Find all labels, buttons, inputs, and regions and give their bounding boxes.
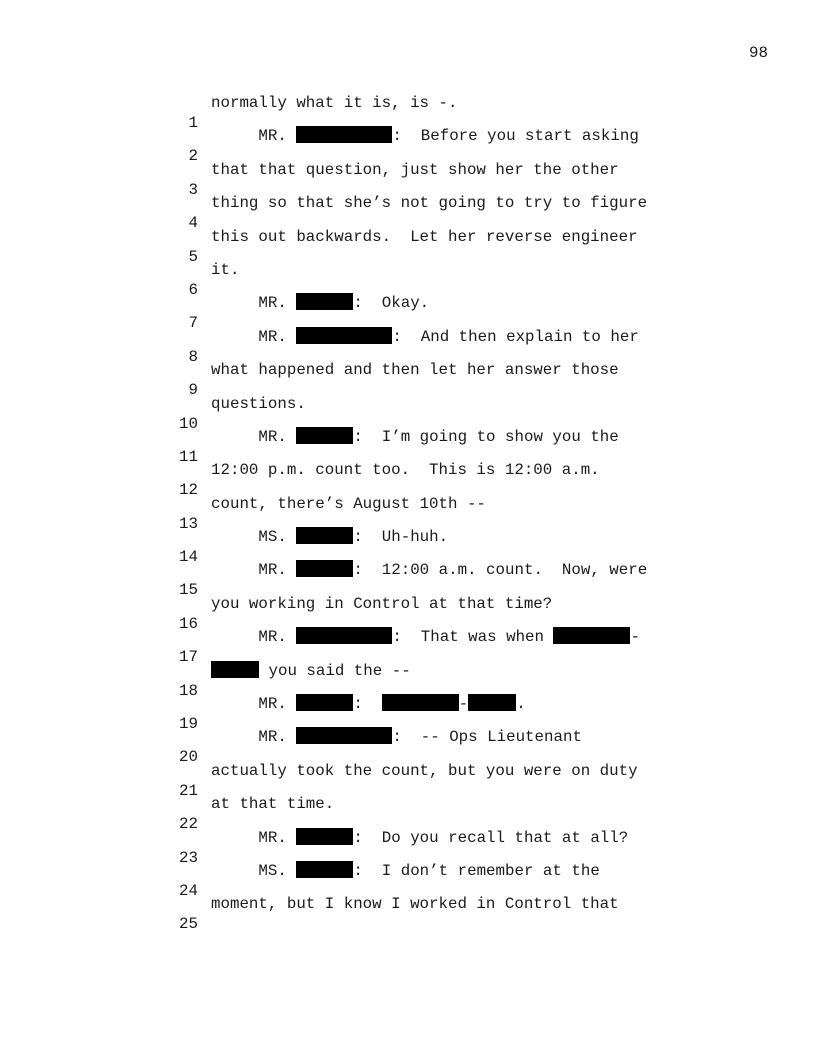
text-fragment: questions. [211, 394, 306, 413]
line-text [211, 727, 582, 747]
transcript-line [0, 360, 816, 400]
speaker-title: MR. [211, 728, 297, 747]
text-fragment: : And then explain to her [392, 327, 639, 346]
text-fragment: what happened and then let her answer those [211, 361, 619, 380]
line-number: 6 [188, 280, 198, 299]
line-text [211, 527, 448, 547]
transcript-line [0, 494, 816, 533]
speaker-title: MR. [211, 327, 297, 346]
transcript-line [0, 694, 816, 734]
text-fragment: . [516, 695, 526, 714]
transcript-line [0, 627, 816, 667]
redaction-box [211, 661, 259, 678]
speaker-title: MR. [211, 695, 297, 714]
speaker-title: MS. [211, 861, 297, 880]
redaction-box [296, 861, 353, 878]
redaction-box [296, 327, 392, 344]
transcript-line [0, 527, 816, 567]
text-fragment: at that time. [211, 795, 335, 814]
text-fragment: actually took the count, but you were on duty [211, 761, 638, 780]
text-fragment: : I don’t remember at the [353, 861, 600, 880]
speaker-title: MR. [211, 294, 297, 313]
text-fragment: you said the -- [259, 661, 411, 680]
line-text [211, 761, 638, 781]
line-number: 1 [188, 114, 198, 132]
redaction-box [296, 427, 353, 444]
text-fragment: : 12:00 a.m. count. Now, were [353, 561, 648, 580]
line-number: 11 [179, 447, 198, 466]
line-number: 12 [179, 481, 198, 500]
line-text [211, 594, 552, 614]
redaction-box [382, 694, 459, 711]
line-text [211, 360, 619, 380]
transcript-line [0, 93, 816, 132]
text-fragment: it. [211, 260, 240, 279]
line-number: 17 [179, 648, 198, 667]
redaction-box [296, 126, 392, 143]
text-fragment: : That was when [392, 628, 554, 647]
line-number: 10 [179, 414, 198, 433]
speaker-title: MR. [211, 127, 297, 146]
line-number: 4 [188, 214, 198, 233]
line-number: 14 [179, 548, 198, 567]
transcript-line [0, 560, 816, 600]
transcript-line [0, 460, 816, 500]
transcript-line [0, 293, 816, 333]
line-text [211, 327, 639, 347]
line-text [211, 494, 486, 514]
transcript-line [0, 126, 816, 166]
transcript-line [0, 394, 816, 433]
line-text [211, 794, 334, 814]
line-text [211, 193, 647, 213]
line-number: 2 [188, 147, 198, 166]
line-number: 8 [188, 347, 198, 366]
speaker-title: MR. [211, 427, 297, 446]
transcript-line [0, 427, 816, 466]
text-fragment: : Before you start asking [392, 127, 639, 146]
speaker-title: MR. [211, 828, 297, 847]
line-text [211, 828, 628, 848]
redaction-box [296, 527, 353, 544]
redaction-box [296, 727, 392, 744]
transcript-line [0, 727, 816, 767]
transcript-line [0, 894, 816, 934]
line-number: 24 [179, 881, 198, 900]
line-number: 20 [179, 748, 198, 767]
text-fragment: 12:00 p.m. count too. This is 12:00 a.m. [211, 461, 600, 480]
transcript-line [0, 661, 816, 700]
line-number: 25 [179, 915, 198, 934]
line-number: 9 [188, 381, 198, 400]
transcript-line [0, 861, 816, 900]
text-fragment: that that question, just show her the other [211, 160, 619, 179]
transcript-line [0, 594, 816, 633]
line-number: 22 [179, 815, 198, 834]
line-text [211, 861, 600, 881]
line-number: 13 [179, 514, 198, 533]
text-fragment: : -- Ops Lieutenant [392, 728, 582, 747]
line-number: 21 [179, 781, 198, 800]
text-fragment: this out backwards. Let her reverse engineer [211, 227, 638, 246]
line-text [211, 293, 429, 313]
line-text [211, 694, 526, 714]
line-number: 19 [179, 715, 198, 734]
redaction-box [296, 694, 353, 711]
line-text [211, 227, 638, 247]
speaker-title: MR. [211, 628, 297, 647]
line-text [211, 93, 457, 113]
line-text [211, 894, 619, 914]
transcript-body [0, 93, 816, 934]
line-number: 7 [188, 314, 198, 333]
text-fragment: : [353, 695, 382, 714]
line-number: 3 [188, 180, 198, 199]
line-text [211, 260, 239, 280]
transcript-line [0, 260, 816, 299]
redaction-box [296, 627, 392, 644]
transcript-line [0, 193, 816, 233]
line-text [211, 661, 411, 681]
redaction-box [468, 694, 516, 711]
line-text [211, 394, 306, 414]
speaker-title: MS. [211, 528, 297, 547]
redaction-box [553, 627, 630, 644]
text-fragment: normally what it is, is -. [211, 94, 458, 112]
line-text [211, 427, 619, 447]
line-number: 23 [179, 848, 198, 867]
text-fragment: - [458, 695, 469, 714]
line-number: 16 [179, 614, 198, 633]
line-text [211, 126, 639, 146]
line-text [211, 160, 619, 180]
transcript-line [0, 327, 816, 366]
text-fragment: count, there’s August 10th -- [211, 494, 486, 513]
line-number: 15 [179, 581, 198, 600]
line-text [211, 627, 640, 647]
line-text [211, 460, 600, 480]
line-text [211, 560, 647, 580]
page-number: 98 [749, 44, 768, 62]
redaction-box [296, 293, 353, 310]
transcript-line [0, 160, 816, 199]
text-fragment: thing so that she’s not going to try to figure [211, 194, 648, 213]
redaction-box [296, 828, 353, 845]
text-fragment: : Do you recall that at all? [353, 828, 629, 847]
transcript-line [0, 227, 816, 266]
transcript-line [0, 828, 816, 867]
line-number: 18 [179, 681, 198, 700]
transcript-line [0, 761, 816, 800]
text-fragment: moment, but I know I worked in Control that [211, 895, 619, 914]
text-fragment: you working in Control at that time? [211, 594, 553, 613]
line-number: 5 [188, 247, 198, 266]
text-fragment: : Uh-huh. [353, 528, 449, 547]
redaction-box [296, 560, 353, 577]
text-fragment: - [630, 628, 640, 647]
speaker-title: MR. [211, 561, 297, 580]
transcript-line [0, 794, 816, 834]
text-fragment: : Okay. [353, 294, 430, 313]
text-fragment: : I’m going to show you the [353, 427, 619, 446]
